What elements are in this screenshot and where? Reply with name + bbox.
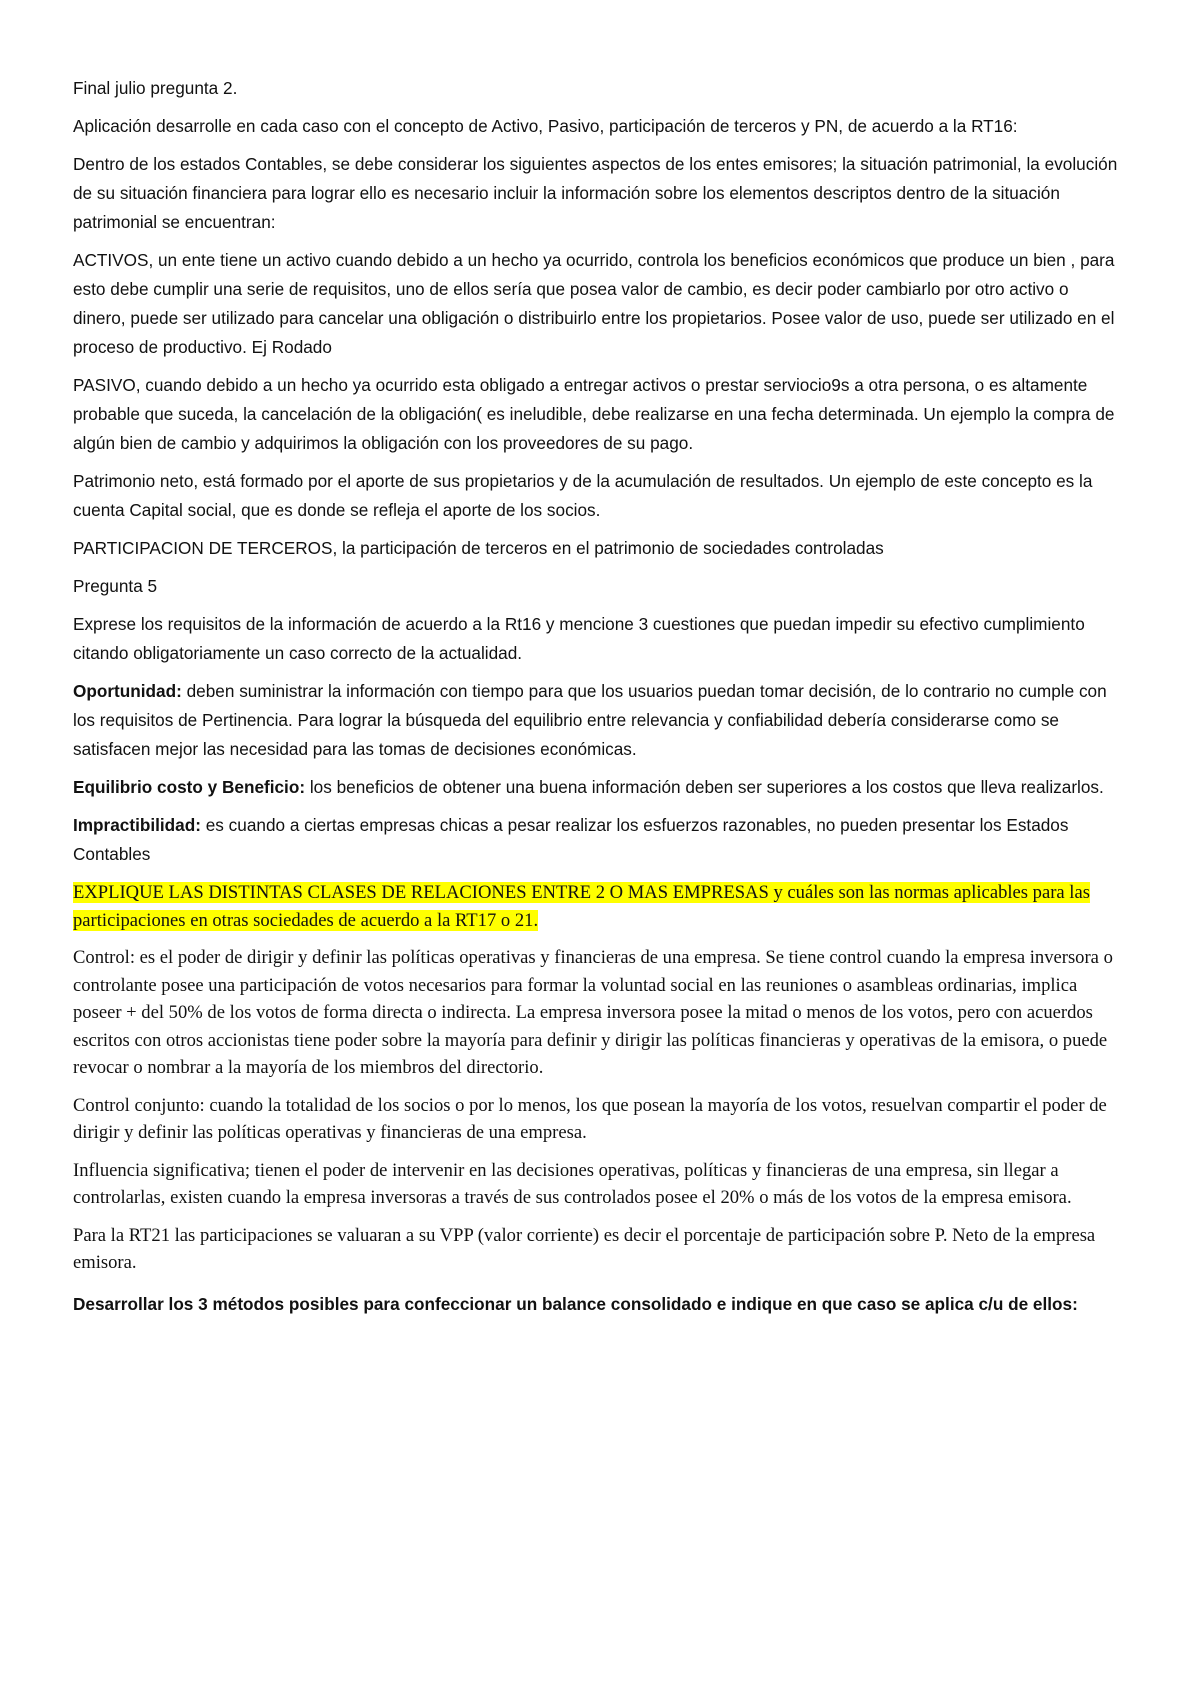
influencia-paragraph: Influencia significativa; tienen el poder de intervenir en las decisiones operativas, políticas y financieras de una empresa, sin llegar a controlarlas, existen cuando la empresa inversoras a través de sus controlados posee el 20% o más de los votos de la empresa emisora. [73, 1159, 1072, 1208]
impractibilidad-paragraph [73, 811, 1120, 869]
pasivo-paragraph: PASIVO, cuando debido a un hecho ya ocurrido esta obligado a entregar activos o prestar serviocio9s a otra persona, o es altamente probable que suceda, la cancelación de la obligación( es ineludible, debe realizarse en una fecha determinada. Un ejemplo la compra de algún bien de cambio y adquirimos la obligación con los proveedores de su pago. [73, 375, 1115, 453]
highlighted-question-text: EXPLIQUE LAS DISTINTAS CLASES DE RELACIONES ENTRE 2 O MAS EMPRESAS y cuáles son las normas aplicables para las participaciones en otras sociedades de acuerdo a la RT17 o 21. [73, 882, 1090, 931]
heading-pregunta-5: Pregunta 5 [73, 576, 158, 596]
final-question-bold [73, 1290, 1120, 1319]
rt21-paragraph: Para la RT21 las participaciones se valuaran a su VPP (valor corriente) es decir el porcentaje de participación sobre P. Neto de la empresa emisora. [73, 1224, 1096, 1273]
question-5-prompt: Exprese los requisitos de la información de acuerdo a la Rt16 y mencione 3 cuestiones que puedan impedir su efectivo cumplimiento citando obligatoriamente un caso correcto de la actualidad. [73, 614, 1085, 663]
control-paragraph: Control: es el poder de dirigir y definir las políticas operativas y financieras de una empresa. Se tiene control cuando la empresa inversora o controlante posee una participación de votos necesarios para formar la voluntad social en las reuniones o asambleas ordinarias, implica poseer + del 50% de los votos de forma directa o indirecta. La empresa inversora posee la mitad o menos de los votos, pero con acuerdos escritos con otros accionistas tiene poder sobre la mayoría para definir y dirigir las políticas financieras y operativas de la emisora, o puede revocar o nombrar a la mayoría de los miembros del directorio. [73, 947, 1113, 1078]
equilibrio-paragraph [73, 773, 1120, 802]
question-2-prompt: Aplicación desarrolle en cada caso con el concepto de Activo, Pasivo, participación de terceros y PN, de acuerdo a la RT16: [73, 116, 1018, 136]
intro-paragraph: Dentro de los estados Contables, se debe considerar los siguientes aspectos de los entes emisores; la situación patrimonial, la evolución de su situación financiera para lograr ello es necesario incluir la información sobre los elementos descriptos dentro de la situación patrimonial se encuentran: [73, 154, 1118, 232]
participacion-terceros-paragraph: PARTICIPACION DE TERCEROS, la participación de terceros en el patrimonio de sociedades controladas [73, 538, 884, 558]
oportunidad-text: deben suministrar la información con tiempo para que los usuarios puedan tomar decisión, de lo contrario no cumple con los requisitos de Pertinencia. Para lograr la búsqueda del equilibrio entre relevancia y confiabilidad debería considerarse como se satisfacen mejor las necesidad para las tomas de decisiones económicas. [73, 681, 1107, 759]
final-question-text: Desarrollar los 3 métodos posibles para confeccionar un balance consolidado e indique en que caso se aplica c/u de ellos: [73, 1293, 1078, 1314]
activos-paragraph: ACTIVOS, un ente tiene un activo cuando debido a un hecho ya ocurrido, controla los beneficios económicos que produce un bien , para esto debe cumplir una serie de requisitos, uno de ellos sería que posea valor de cambio, es decir poder cambiarlo por otro activo o dinero, puede ser utilizado para cancelar una obligación o distribuirlo entre los propietarios. Posee valor de uso, puede ser utilizado en el proceso de productivo. Ej Rodado [73, 250, 1115, 357]
impractibilidad-label: Impractibilidad: [73, 815, 201, 835]
equilibrio-text: los beneficios de obtener una buena información deben ser superiores a los costos que lleva realizarlos. [305, 777, 1104, 797]
patrimonio-neto-paragraph: Patrimonio neto, está formado por el aporte de sus propietarios y de la acumulación de resultados. Un ejemplo de este concepto es la cuenta Capital social, que es donde se refleja el aporte de los socios. [73, 471, 1093, 520]
oportunidad-label: Oportunidad: [73, 681, 182, 701]
equilibrio-label: Equilibrio costo y Beneficio: [73, 777, 306, 797]
impractibilidad-text: es cuando a ciertas empresas chicas a pesar realizar los esfuerzos razonables, no pueden presentar los Estados Contables [73, 815, 1069, 864]
highlighted-question [73, 879, 1120, 934]
oportunidad-paragraph [73, 677, 1120, 764]
control-conjunto-paragraph: Control conjunto: cuando la totalidad de los socios o por lo menos, los que posean la mayoría de los votos, resuelvan compartir el poder de dirigir y definir las políticas operativas y financieras de una empresa. [73, 1094, 1107, 1143]
heading-final-julio: Final julio pregunta 2. [73, 78, 238, 98]
